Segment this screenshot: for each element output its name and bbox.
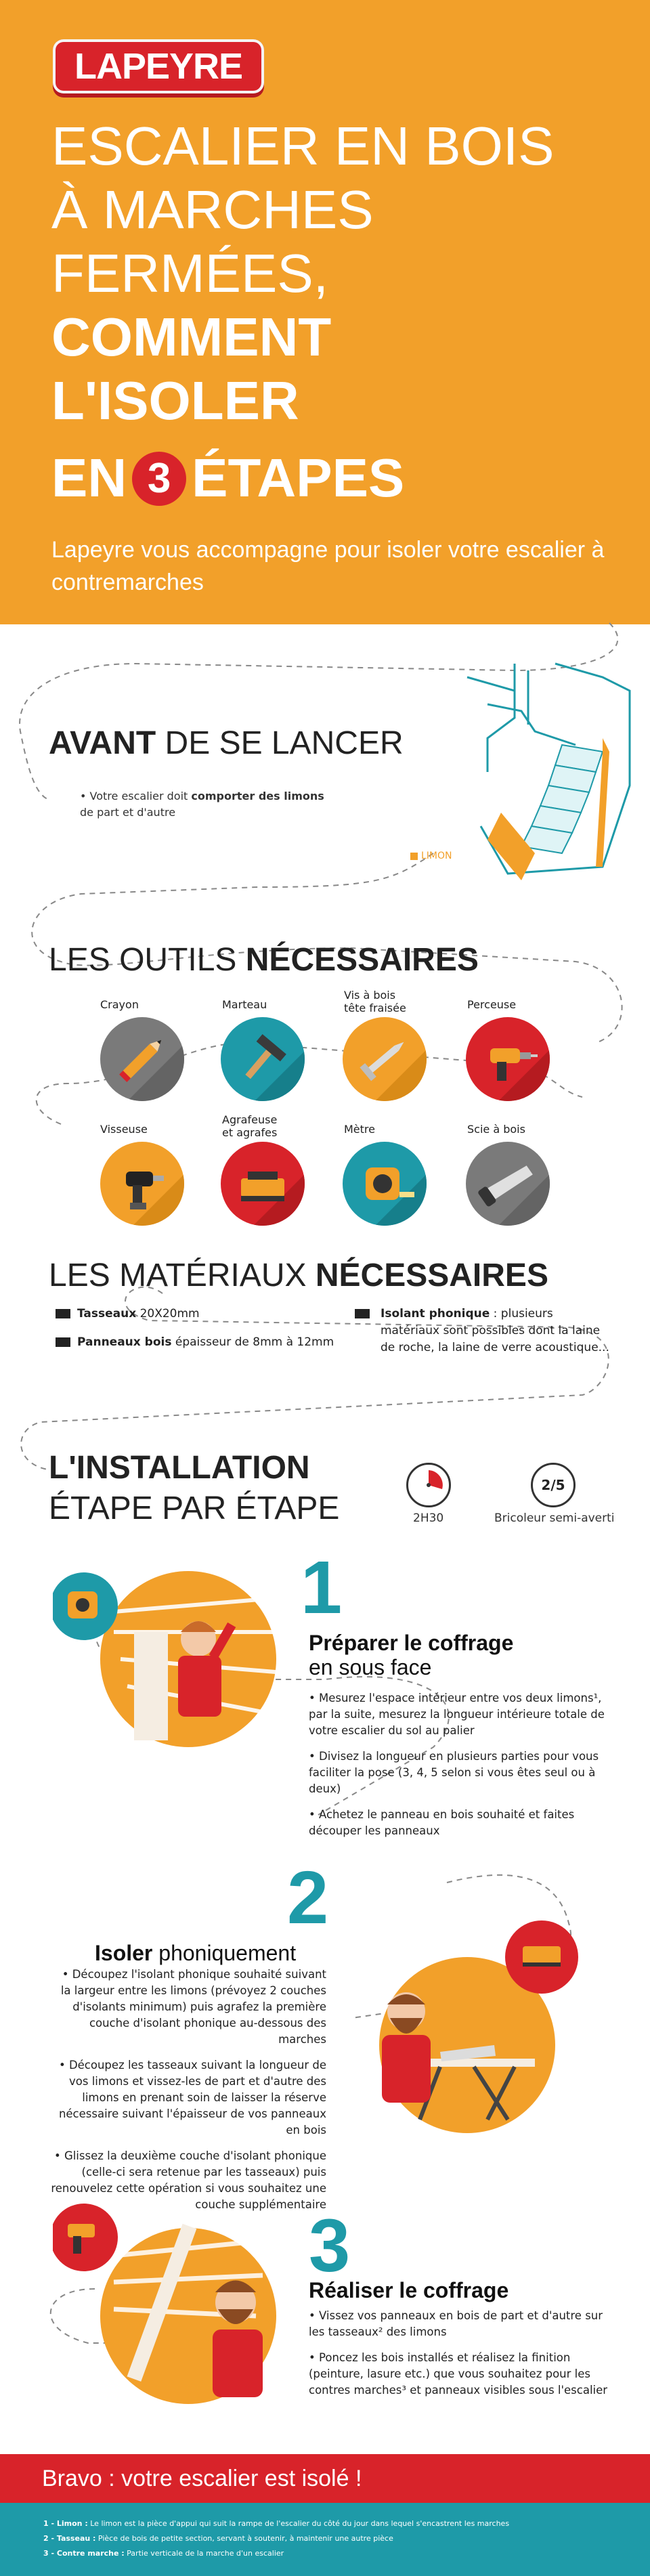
materiaux-section-title: LES MATÉRIAUX NÉCESSAIRES <box>49 1258 548 1293</box>
step3-bullet: • Poncez les bois installés et réalisez la finition (peinture, lasure etc.) que vous souhaitez pour les contres marches³ et panneaux visibles sous l'escalier <box>309 2351 608 2397</box>
screwdriver-drill-icon <box>100 1142 184 1226</box>
flag-icon <box>355 1309 370 1318</box>
title-line-2: À MARCHES <box>51 179 374 240</box>
title-line-5: L'ISOLER <box>51 370 299 431</box>
title-prefix: EN <box>51 448 127 508</box>
screw-icon <box>343 1017 427 1101</box>
step2-title: Isoler phoniquement <box>95 1941 297 1965</box>
subtitle: Lapeyre vous accompagne pour isoler votre escalier à contremarches <box>51 537 605 595</box>
difficulty-badge <box>531 1463 576 1507</box>
step3-body <box>309 2308 620 2408</box>
flag-icon <box>56 1309 70 1318</box>
saw-icon <box>466 1142 550 1226</box>
footnote-2: 2 - Tasseau : Pièce de bois de petite section, servant à soutenir, à maintenir une autre pièce <box>43 2534 393 2543</box>
materiau-isolant: Isolant phonique : plusieurs matériaux sont possibles dont la laine de roche, la laine de verre acoustique... <box>381 1307 609 1354</box>
timer-icon <box>406 1463 451 1507</box>
step1-title: Préparer le coffrage <box>309 1631 514 1655</box>
tool-label-vis: Vis à bois tête fraisée <box>344 989 406 1014</box>
limon-legend-label: LIMON <box>421 851 452 861</box>
tool-label-crayon: Crayon <box>100 998 139 1011</box>
hammer-icon <box>221 1017 305 1101</box>
step1-body <box>309 1690 620 1849</box>
tool-label-scie: Scie à bois <box>467 1123 525 1136</box>
step1-illustration <box>53 1558 303 1754</box>
title-line-6 <box>51 447 404 509</box>
step-count-badge: 3 <box>132 452 186 506</box>
step1-bullet: • Mesurez l'espace intérieur entre vos deux limons¹, par la suite, mesurez la longueur intérieure totale de votre escalier du sol au palier <box>309 1692 605 1737</box>
step3-bullet: • Vissez vos panneaux en bois de part et d'autre sur les tasseaux² des limons <box>309 2309 603 2338</box>
pencil-icon <box>100 1017 184 1101</box>
step1-bullet: • Achetez le panneau en bois souhaité et faites découper les panneaux <box>309 1808 575 1837</box>
difficulty-score: 2/5 <box>541 1477 565 1493</box>
materiau-tasseaux: Tasseaux 20X20mm <box>77 1307 200 1321</box>
step2-bullet: • Découpez les tasseaux suivant la longueur de vos limons et vissez-les de part et d'autre des limons en prenant soin de laisser la réserve nécessaire suivant l'épaisseur de vos panneaux en bois <box>58 2059 326 2137</box>
step2-body <box>49 1967 326 2223</box>
title-line-3: FERMÉES, <box>51 243 328 303</box>
step2-number: 2 <box>287 1856 329 1939</box>
installation-title: L'INSTALLATION <box>49 1450 310 1486</box>
header-banner <box>0 0 650 624</box>
tool-label-visseuse: Visseuse <box>100 1123 148 1136</box>
duration-label: 2H30 <box>413 1511 444 1525</box>
tape-measure-icon <box>343 1142 427 1226</box>
avant-bullet: • Votre escalier doit comporter des limons de part et d'autre <box>80 790 324 819</box>
step2-illustration <box>339 1916 609 2140</box>
step2-bullet: • Découpez l'isolant phonique souhaité suivant la largeur entre les limons (prévoyez 2 couches d'isolants minimum) puis agrafez la première couche d'isolant phonique au-dessous des marches <box>60 1968 326 2046</box>
title-line-1: ESCALIER EN BOIS <box>51 116 555 176</box>
step3-title: Réaliser le coffrage <box>309 2278 509 2302</box>
step1-subtitle: en sous face <box>309 1655 432 1679</box>
tool-label-perceuse: Perceuse <box>467 998 517 1011</box>
difficulty-label: Bricoleur semi-averti <box>494 1511 615 1525</box>
materiau-panneaux: Panneaux bois épaisseur de 8mm à 12mm <box>77 1335 334 1349</box>
bravo-text: Bravo : votre escalier est isolé ! <box>42 2466 362 2491</box>
step2-bullet: • Glissez la deuxième couche d'isolant phonique (celle-ci sera retenue par les tasseaux) puis renouvelez cette opération si vous souhaitez une couche supplémentaire <box>51 2149 326 2211</box>
drill-icon <box>466 1017 550 1101</box>
outils-section-title: LES OUTILS NÉCESSAIRES <box>49 942 479 978</box>
tool-label-metre: Mètre <box>344 1123 375 1136</box>
step1-bullet: • Divisez la longueur en plusieurs parties pour vous faciliter la pose (3, 4, 5 selon si vous êtes seul ou à deux) <box>309 1750 599 1795</box>
footnote-1: 1 - Limon : Le limon est la pièce d'appui qui suit la rampe de l'escalier du côté du jour dans lequel s'encastrent les marches <box>43 2519 510 2528</box>
step3-illustration <box>53 2194 297 2418</box>
title-suffix: ÉTAPES <box>192 448 405 508</box>
lapeyre-logo[interactable] <box>53 39 264 93</box>
flag-icon <box>56 1337 70 1347</box>
avant-section-title: AVANT DE SE LANCER <box>49 725 404 761</box>
footnote-3: 3 - Contre marche : Partie verticale de la marche d'un escalier <box>43 2549 284 2558</box>
installation-subtitle: ÉTAPE PAR ÉTAPE <box>49 1490 340 1526</box>
tool-label-marteau: Marteau <box>222 998 267 1011</box>
step1-number: 1 <box>301 1546 343 1629</box>
title-line-4: COMMENT <box>51 307 332 367</box>
step3-number: 3 <box>309 2204 351 2288</box>
tool-label-agrafeuse: Agrafeuse et agrafes <box>222 1113 278 1139</box>
stapler-icon <box>221 1142 305 1226</box>
logo-text: LAPEYRE <box>74 46 243 87</box>
limon-legend-swatch <box>410 853 418 860</box>
